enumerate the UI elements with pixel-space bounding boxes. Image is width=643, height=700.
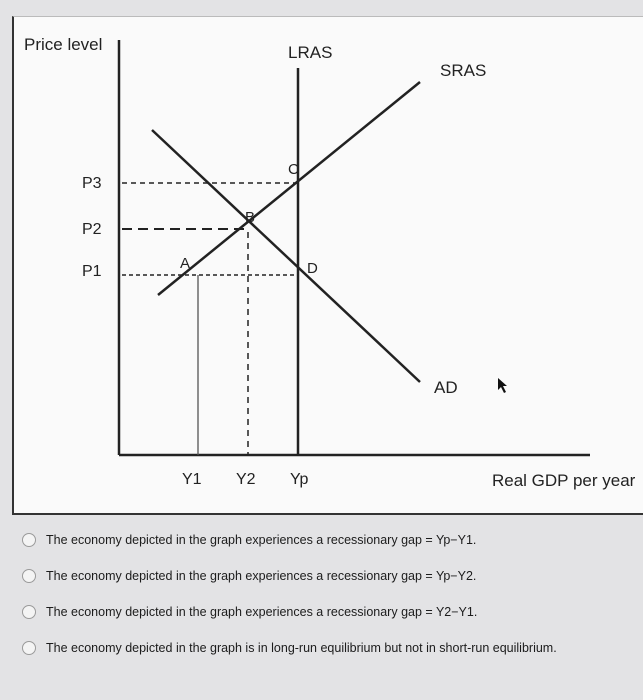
answer-option-2[interactable] — [22, 558, 622, 594]
answer-option-1[interactable] — [22, 522, 622, 558]
radio-button[interactable] — [22, 569, 36, 583]
ad-line — [152, 130, 420, 382]
answer-option-text: The economy depicted in the graph experiences a recessionary gap = Yp−Y2. — [46, 569, 477, 583]
answer-option-text: The economy depicted in the graph is in long-run equilibrium but not in short-run equilibrium. — [46, 641, 557, 655]
radio-button[interactable] — [22, 533, 36, 547]
point-c-label: C — [288, 161, 299, 178]
answer-option-text: The economy depicted in the graph experiences a recessionary gap = Yp−Y1. — [46, 533, 477, 547]
x-axis-label: Real GDP per year — [492, 471, 636, 490]
answer-options — [22, 522, 622, 666]
answer-option-4[interactable] — [22, 630, 622, 666]
point-b-label: B — [245, 209, 256, 226]
y1-label: Y1 — [182, 471, 202, 488]
point-a-label: A — [180, 255, 191, 272]
ad-label: AD — [434, 378, 458, 397]
radio-button[interactable] — [22, 641, 36, 655]
sras-label: SRAS — [440, 61, 487, 80]
yp-label: Yp — [290, 471, 309, 488]
answer-option-3[interactable] — [22, 594, 622, 630]
y-axis-label: Price level — [24, 35, 103, 54]
point-d-label: D — [307, 260, 318, 277]
sras-line — [158, 82, 420, 295]
p2-label: P2 — [82, 221, 102, 238]
y2-label: Y2 — [236, 471, 256, 488]
p1-label: P1 — [82, 263, 102, 280]
answer-option-text: The economy depicted in the graph experiences a recessionary gap = Y2−Y1. — [46, 605, 478, 619]
lras-label: LRAS — [288, 43, 333, 62]
radio-button[interactable] — [22, 605, 36, 619]
mouse-cursor-icon — [498, 378, 507, 393]
p3-label: P3 — [82, 175, 102, 192]
